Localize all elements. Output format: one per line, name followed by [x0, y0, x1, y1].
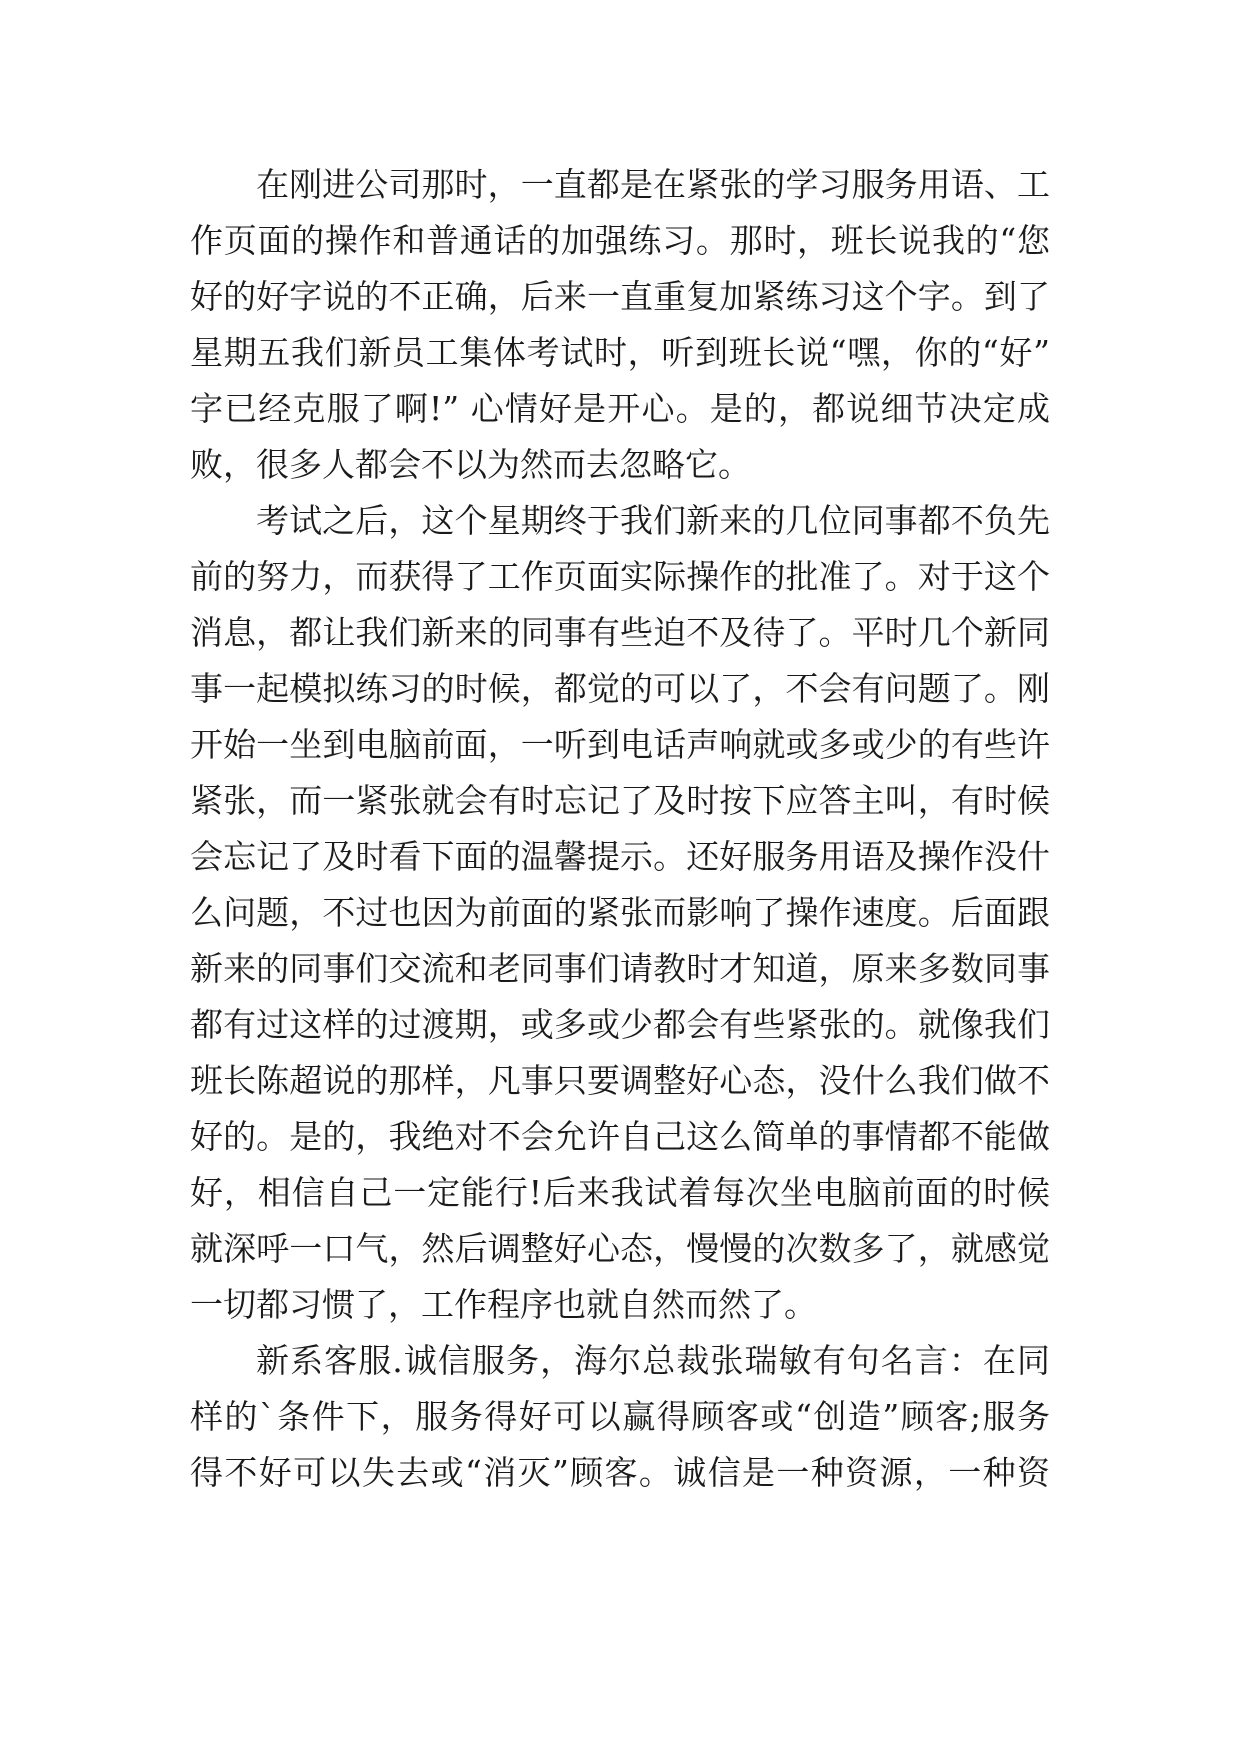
text-line: 新系客服.诚信服务，海尔总裁张瑞敏有句名言：在同: [256, 1341, 1050, 1380]
text-line: 好的好字说的不正确，后来一直重复加紧练习这个字。到了: [190, 277, 1050, 316]
body-text: [190, 157, 1050, 1501]
text-line: 考试之后，这个星期终于我们新来的几位同事都不负先: [256, 501, 1050, 540]
text-line: 开始一坐到电脑前面，一听到电话声响就或多或少的有些许: [190, 725, 1050, 764]
text-line: 好的。是的，我绝对不会允许自己这么简单的事情都不能做: [190, 1117, 1050, 1156]
text-line: 星期五我们新员工集体考试时，听到班长说“嘿，你的“好”: [190, 333, 1050, 372]
text-line: 败，很多人都会不以为然而去忽略它。: [190, 445, 751, 484]
text-line: 紧张，而一紧张就会有时忘记了及时按下应答主叫，有时候: [190, 781, 1050, 820]
text-line: 会忘记了及时看下面的温馨提示。还好服务用语及操作没什: [190, 837, 1050, 876]
text-line: 消息，都让我们新来的同事有些迫不及待了。平时几个新同: [190, 613, 1050, 652]
text-line: 新来的同事们交流和老同事们请教时才知道，原来多数同事: [190, 949, 1050, 988]
text-line: 在刚进公司那时，一直都是在紧张的学习服务用语、工: [256, 165, 1050, 204]
text-line: 一切都习惯了，工作程序也就自然而然了。: [190, 1285, 817, 1324]
text-line: 就深呼一口气，然后调整好心态，慢慢的次数多了，就感觉: [190, 1229, 1050, 1268]
text-line: 字已经克服了啊!” 心情好是开心。是的，都说细节决定成: [190, 389, 1050, 428]
text-line: 作页面的操作和普通话的加强练习。那时，班长说我的“您: [190, 221, 1050, 260]
text-line: 好，相信自己一定能行!后来我试着每次坐电脑前面的时候: [190, 1173, 1050, 1212]
text-line: 么问题，不过也因为前面的紧张而影响了操作速度。后面跟: [190, 893, 1050, 932]
text-line: 前的努力，而获得了工作页面实际操作的批准了。对于这个: [190, 557, 1050, 596]
text-line: 都有过这样的过渡期，或多或少都会有些紧张的。就像我们: [190, 1005, 1050, 1044]
text-line: 班长陈超说的那样，凡事只要调整好心态，没什么我们做不: [190, 1061, 1050, 1100]
text-line: 事一起模拟练习的时候，都觉的可以了，不会有问题了。刚: [190, 669, 1050, 708]
text-line: 样的`条件下，服务得好可以赢得顾客或“创造”顾客;服务: [190, 1397, 1050, 1436]
text-line: 得不好可以失去或“消灭”顾客。诚信是一种资源，一种资: [190, 1453, 1050, 1492]
